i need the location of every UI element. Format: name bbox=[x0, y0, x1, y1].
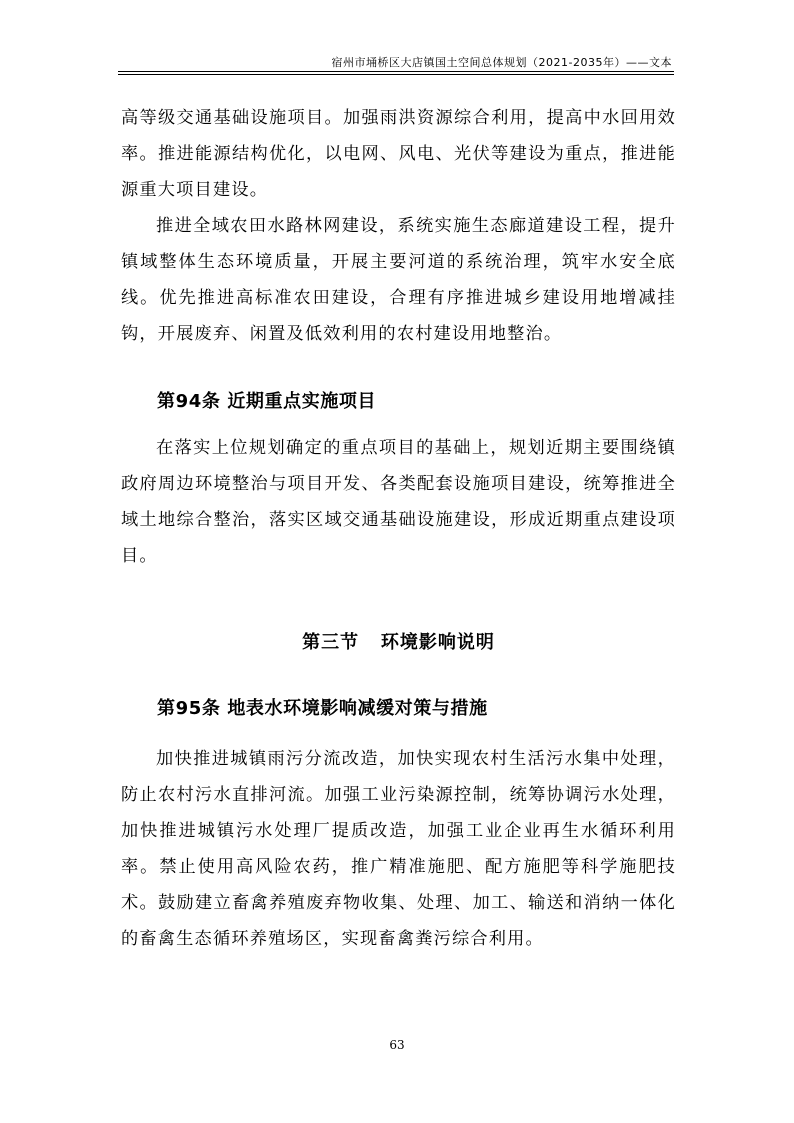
text-block-article-94 bbox=[121, 430, 676, 574]
text-block-article-95 bbox=[121, 741, 676, 957]
article-95-heading: 第95条 地表水环境影响减缓对策与措施 bbox=[157, 698, 488, 719]
header-rule-bottom bbox=[118, 74, 674, 75]
paragraph-farmland-network: 推进全域农田水路林网建设，系统实施生态廊道建设工程，提升镇域整体生态环境质量，开展主要河道的系统治理，筑牢水安全底线。优先推进高标准农田建设，合理有序推进城乡建设用地增减挂钩，开展废弃、闲置及低效利用的农村建设用地整治。 bbox=[121, 216, 676, 344]
page-number: 63 bbox=[389, 1038, 405, 1052]
intro-paragraph: 高等级交通基础设施项目。加强雨洪资源综合利用，提高中水回用效率。推进能源结构优化，以电网、风电、光伏等建设为重点，推进能源重大项目建设。 bbox=[121, 108, 676, 200]
article-94-body: 在落实上位规划确定的重点项目的基础上，规划近期主要围绕镇政府周边环境整治与项目开发、各类配套设施项目建设，统筹推进全域土地综合整治，落实区域交通基础设施建设，形成近期重点建设项目。 bbox=[121, 438, 676, 566]
text-block-top bbox=[121, 100, 676, 352]
header-rule-top bbox=[118, 71, 674, 72]
document-header-title: 宿州市埇桥区大店镇国土空间总体规划（2021-2035年）——文本 bbox=[331, 56, 672, 69]
article-95-body: 加快推进城镇雨污分流改造，加快实现农村生活污水集中处理，防止农村污水直排河流。加强工业污染源控制，统筹协调污水处理，加快推进城镇污水处理厂提质改造，加强工业企业再生水循环利用率。禁止使用高风险农药，推广精准施肥、配方施肥等科学施肥技术。鼓励建立畜禽养殖废弃物收集、处理、加工、输送和消纳一体化的畜禽生态循环养殖场区，实现畜禽粪污综合利用。 bbox=[121, 749, 676, 949]
section-3-heading: 第三节 环境影响说明 bbox=[302, 632, 495, 653]
article-94-heading: 第94条 近期重点实施项目 bbox=[157, 391, 377, 412]
